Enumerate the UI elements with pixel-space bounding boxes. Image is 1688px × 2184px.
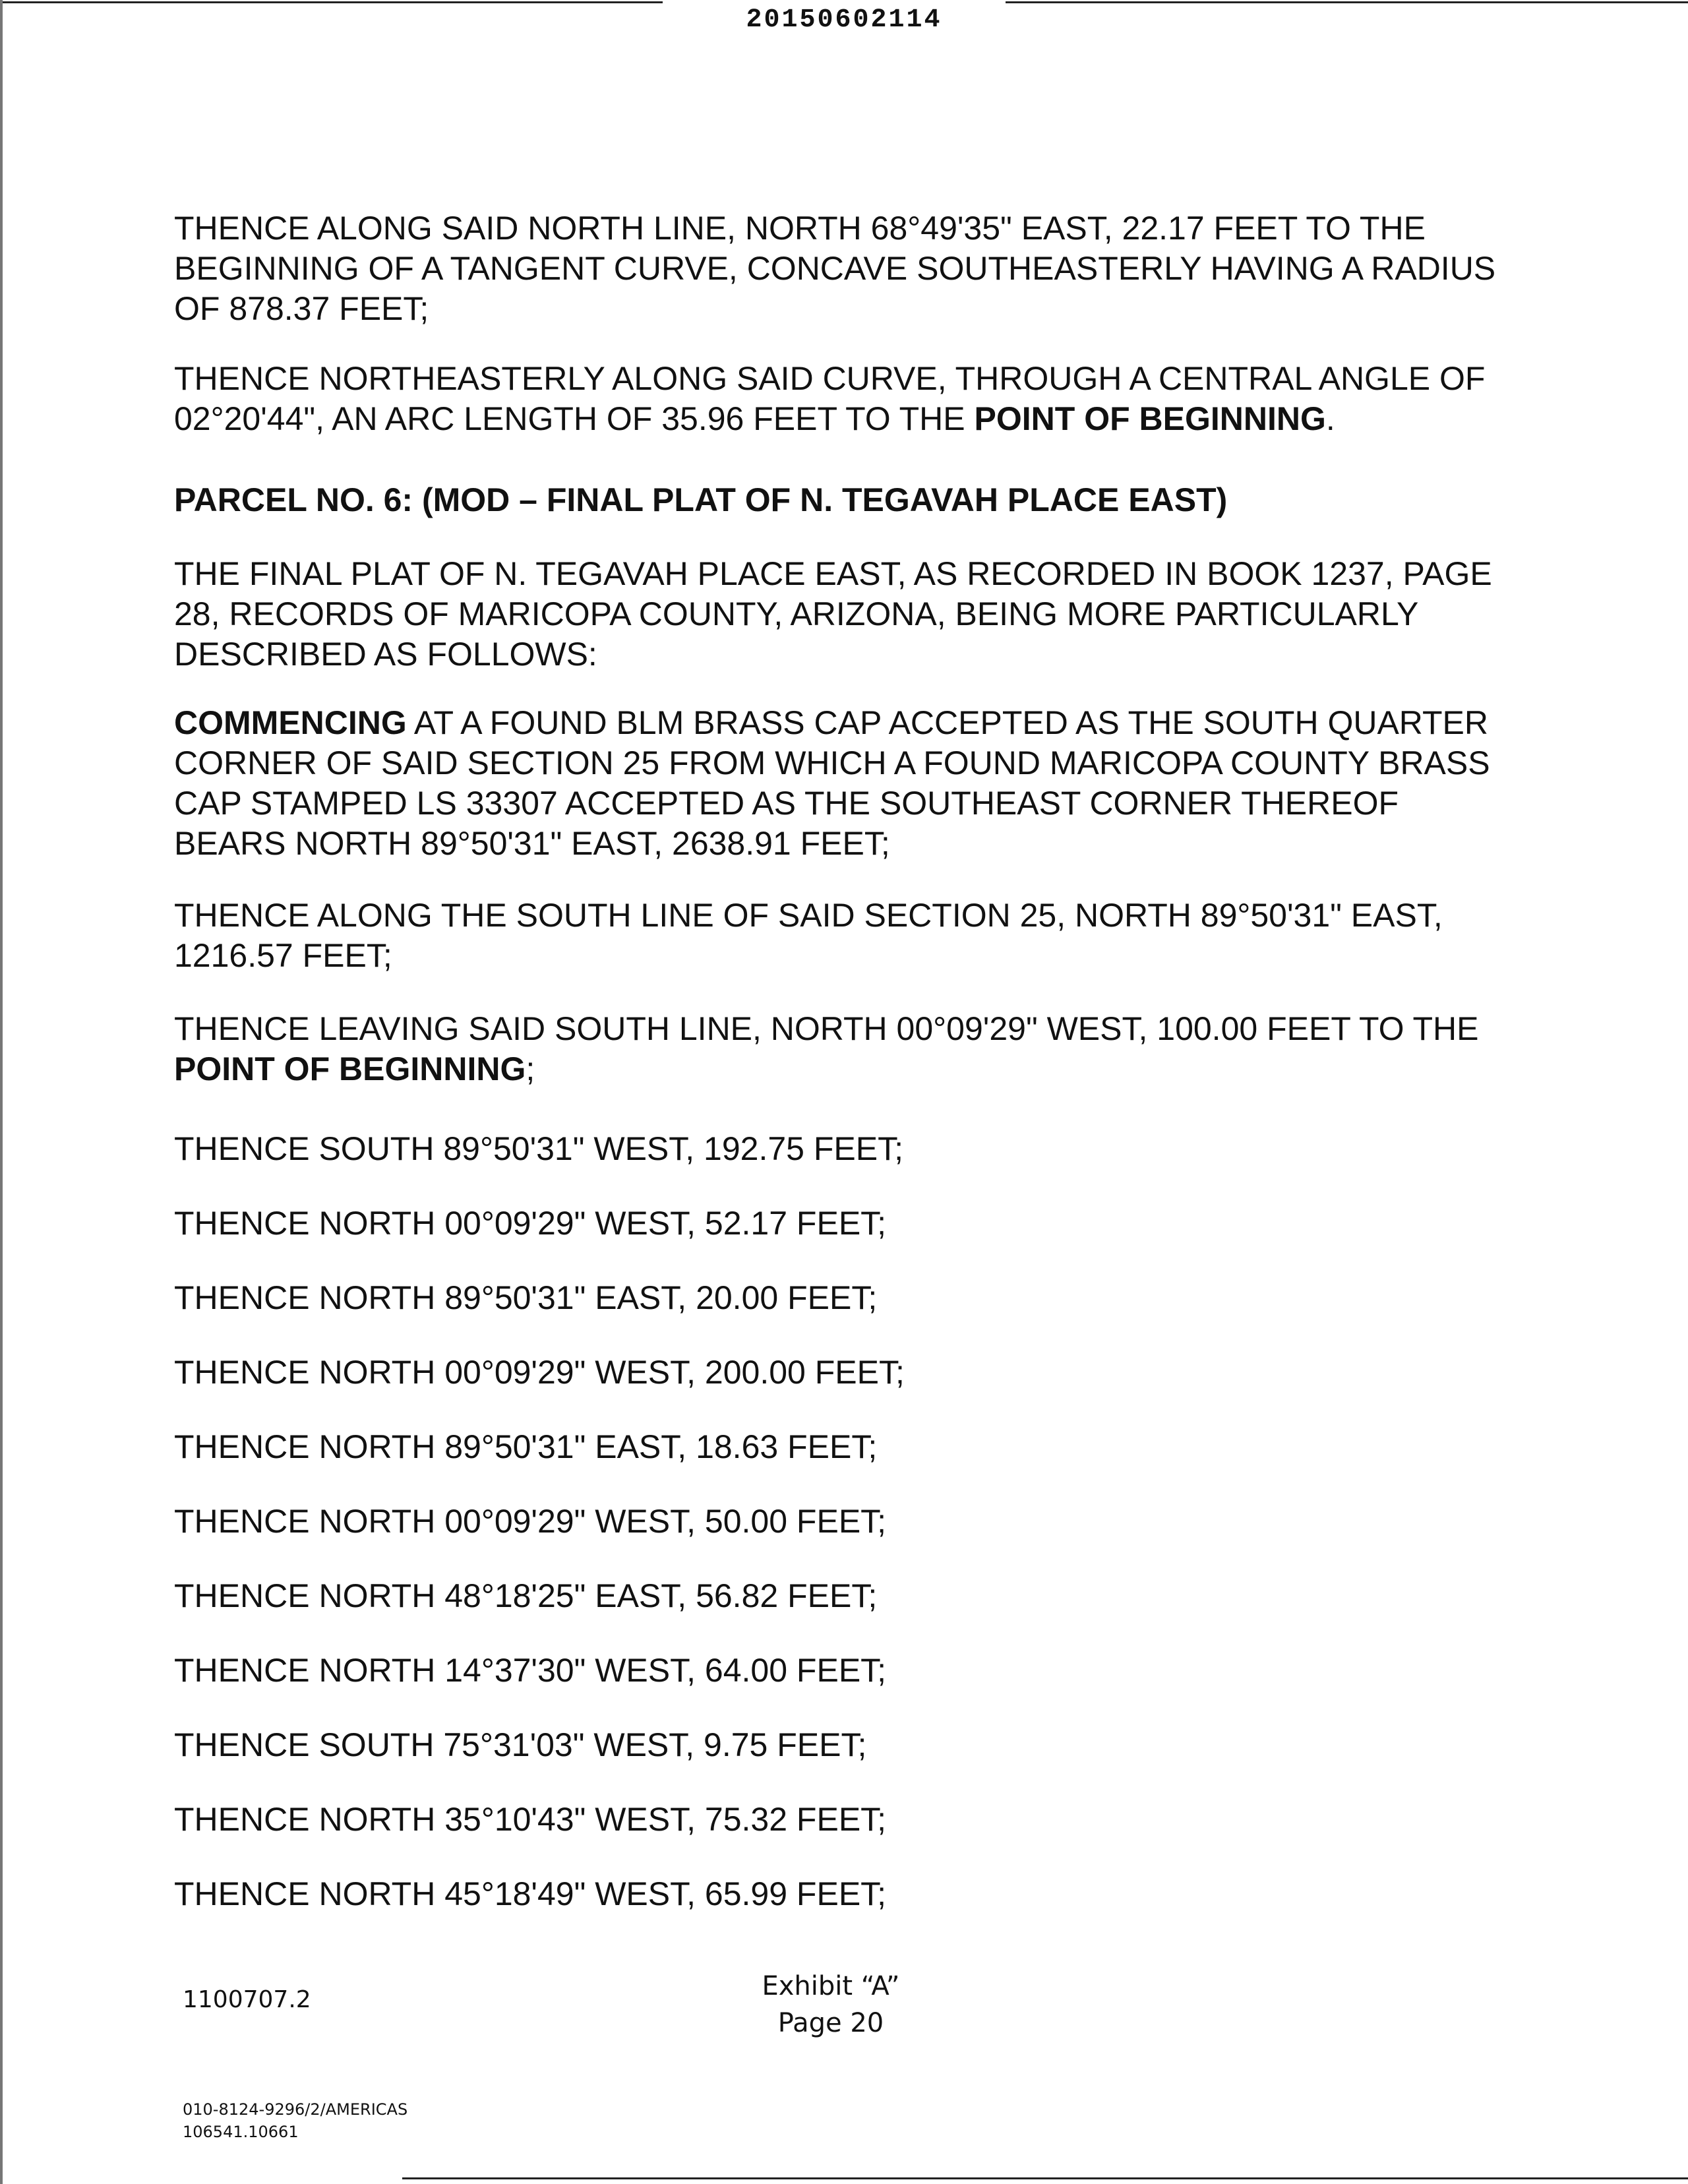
bearing-call: THENCE NORTH 14°37'30" WEST, 64.00 FEET; xyxy=(174,1652,887,1689)
exhibit-label xyxy=(692,1968,969,2042)
paragraph-south-line xyxy=(174,895,1499,976)
bearing-call: THENCE NORTH 00°09'29" WEST, 52.17 FEET; xyxy=(174,1205,887,1242)
paragraph-text: THENCE ALONG THE SOUTH LINE OF SAID SECTION 25, NORTH 89°50'31" EAST, 1216.57 FEET; xyxy=(174,897,1443,974)
paragraph-curve-start xyxy=(174,208,1499,329)
recording-number: 20150602114 xyxy=(746,5,942,35)
paragraph-text-post: ; xyxy=(526,1050,535,1087)
bearing-call: THENCE NORTH 48°18'25" EAST, 56.82 FEET; xyxy=(174,1577,878,1614)
document-code: 106541.10661 xyxy=(183,2123,299,2141)
bearing-call: THENCE NORTH 89°50'31" EAST, 18.63 FEET; xyxy=(174,1428,878,1465)
scan-border-left xyxy=(0,0,3,2184)
document-code: 010-8124-9296/2/AMERICAS xyxy=(183,2100,408,2119)
parcel-heading-bold: PARCEL NO. 6: (MOD – FINAL PLAT OF N. TEGAVAH PLACE EAST) xyxy=(174,481,1228,518)
bearing-call: THENCE NORTH 00°09'29" WEST, 200.00 FEET; xyxy=(174,1354,905,1391)
parcel-heading-text xyxy=(174,480,1499,520)
document-codes xyxy=(183,2098,407,2143)
paragraph-text: THE FINAL PLAT OF N. TEGAVAH PLACE EAST, AS RECORDED IN BOOK 1237, PAGE 28, RECORDS OF MARICOPA COUNTY, ARIZONA, BEING MORE PARTICULARLY DESCRIBED AS FOLLOWS: xyxy=(174,555,1492,673)
page-number: Page 20 xyxy=(777,2008,884,2038)
bearing-call: THENCE NORTH 35°10'43" WEST, 75.32 FEET; xyxy=(174,1801,887,1838)
paragraph-text xyxy=(174,703,1499,864)
paragraph-commencing xyxy=(174,703,1499,864)
point-of-beginning-bold: POINT OF BEGINNING xyxy=(174,1050,526,1087)
point-of-beginning-bold: POINT OF BEGINNING xyxy=(974,400,1326,437)
paragraph-text-pre: THENCE NORTHEASTERLY ALONG SAID CURVE, THROUGH A CENTRAL ANGLE OF 02°20'44", AN ARC LENGTH OF 35.96 FEET TO THE xyxy=(174,360,1486,437)
paragraph-text-post: . xyxy=(1325,400,1335,437)
exhibit-title: Exhibit “A” xyxy=(762,1971,900,2001)
document-id: 1100707.2 xyxy=(183,1986,311,2013)
scan-border-bottom xyxy=(402,2177,1688,2179)
bearing-call: THENCE NORTH 89°50'31" EAST, 20.00 FEET; xyxy=(174,1279,878,1316)
parcel-heading xyxy=(174,480,1499,520)
bearing-call: THENCE NORTH 00°09'29" WEST, 50.00 FEET; xyxy=(174,1503,887,1540)
paragraph-text: THENCE ALONG SAID NORTH LINE, NORTH 68°49'35" EAST, 22.17 FEET TO THE BEGINNING OF A TANGENT CURVE, CONCAVE SOUTHEASTERLY HAVING A RADIUS OF 878.37 FEET; xyxy=(174,210,1496,327)
paragraph-leaving-south-line xyxy=(174,1009,1499,1089)
paragraph-text-pre: THENCE LEAVING SAID SOUTH LINE, NORTH 00°09'29" WEST, 100.00 FEET TO THE xyxy=(174,1010,1479,1047)
bearing-call: THENCE SOUTH 75°31'03" WEST, 9.75 FEET; xyxy=(174,1726,867,1763)
paragraph-text xyxy=(174,1009,1499,1089)
paragraph-plat-description xyxy=(174,554,1499,675)
commencing-bold: COMMENCING xyxy=(174,704,407,741)
bearing-call: THENCE SOUTH 89°50'31" WEST, 192.75 FEET; xyxy=(174,1130,904,1167)
paragraph-text-post: AT A FOUND BLM BRASS CAP ACCEPTED AS THE SOUTH QUARTER CORNER OF SAID SECTION 25 FROM WHICH A FOUND MARICOPA COUNTY BRASS CAP STAMPED LS 33307 ACCEPTED AS THE SOUTHEAST CORNER THEREOF BEARS NORTH 89°50'31" EAST, 2638.91 FEET; xyxy=(174,704,1490,862)
bearing-call: THENCE NORTH 45°18'49" WEST, 65.99 FEET; xyxy=(174,1875,887,1912)
paragraph-point-of-beginning xyxy=(174,359,1499,439)
paragraph-text xyxy=(174,359,1499,439)
scan-border-top-right xyxy=(1006,1,1688,3)
scan-border-top-left xyxy=(0,1,663,3)
